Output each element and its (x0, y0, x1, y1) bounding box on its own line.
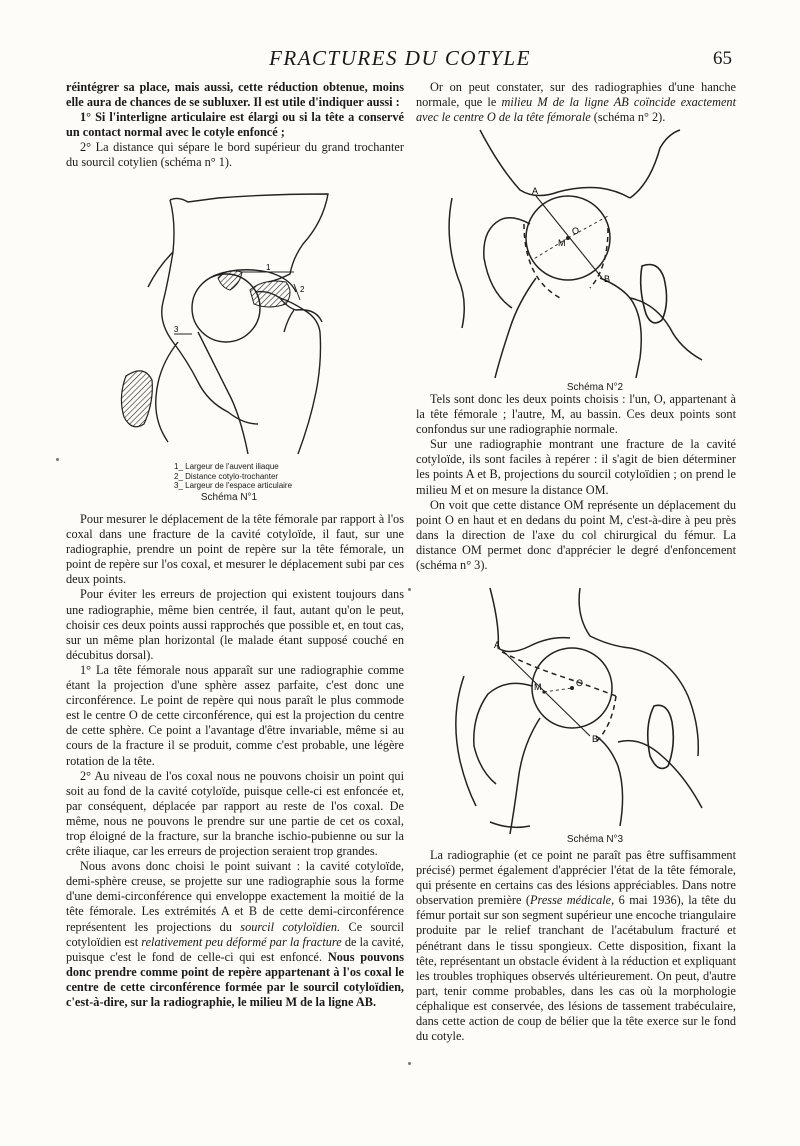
scan-speck (408, 588, 411, 591)
page-number: 65 (713, 48, 732, 69)
legend-item: 1_ Largeur de l'auvent iliaque (174, 462, 279, 471)
label-m: M (558, 238, 566, 248)
label-b: B (592, 734, 599, 744)
running-title: FRACTURES DU COTYLE (269, 46, 531, 70)
paragraph: 1° Si l'interligne articulaire est élargi ou si la tête a conservé un contact normal avec le cotyle enfoncé ; (66, 110, 404, 140)
text-run-italic: relativement peu déformé par la fracture (141, 934, 342, 949)
paragraph: Pour mesurer le déplacement de la tête fémorale par rapport à l'os coxal dans une fracture de la cavité cotyloïde, il faut, sur une radiographie, prendre un point de repère sur la tête fémorale, un point de repère sur l'os coxal, et mesurer le déplacement subi par ces deux points. (66, 512, 404, 587)
paragraph (416, 848, 736, 1044)
text-run: (schéma n° 2). (593, 110, 666, 125)
paragraph: Pour éviter les erreurs de projection qui existent toujours dans une radiographie, même bien centrée, il faut, autant qu'on le peut, choisir ces deux points aussi rapprochés que possible et, en tout cas, sur un même plan horizontal (le malade étant supposé couché en décubitus dorsal). (66, 587, 404, 662)
right-column-middle (416, 392, 736, 573)
text-run-italic: Presse médicale, (530, 893, 615, 908)
obturator-foramen (641, 265, 667, 323)
text-run: La radiographie (et ce point ne paraît pas être suffisamment précisé) permet également d'apprécier l'état de la tête fémorale, qui présente en certains cas des lésions appréciables. Dans notre observation première ( (416, 848, 736, 908)
right-column-bottom (416, 848, 736, 1044)
line-om (544, 688, 572, 692)
schema-1-drawing (118, 192, 358, 462)
label-o: O (572, 226, 580, 236)
line-ab (502, 650, 590, 736)
text-run-italic: sourcil cotyloïdien. (240, 919, 341, 934)
figure-1-caption: Schéma N°1 (200, 492, 258, 503)
paragraph: On voit que cette distance OM représente un déplacement du point O en haut et en dedans du point M, c'est-à-dire à peu près dans la direction de l'axe du col chirurgical du fémur. La distance OM permet donc d'apprécier le degré d'enfoncement (schéma n° 3). (416, 497, 736, 573)
point-m (542, 690, 545, 693)
text-run: Nous avons donc choisi le point suivant : la cavité cotyloïde, demi-sphère creuse, se projette sur une radiographie sous la forme d'une demi-circonférence qui enveloppe exactement la moitié de la tête fémorale. Les extrémités A et B de cette demi-circonférence représentent les projections du (66, 859, 404, 934)
paragraph: Tels sont donc les deux points choisis : l'un, O, appartenant à la tête fémorale ; l'autre, M, au bassin. Ces deux points sont confondus sur une radiographie normale. (416, 392, 736, 437)
paragraph: Sur une radiographie montrant une fracture de la cavité cotyloïde, ils sont faciles à repérer : il s'agit de bien déterminer les points A et B, projections du sourcil cotyloïdien ; on prend le milieu M et on mesure la distance OM. (416, 437, 736, 497)
label-a: A (532, 186, 539, 196)
paragraph (66, 859, 404, 1010)
hatched-trochanter-gap (250, 281, 290, 307)
point-o (566, 236, 570, 240)
text-run: Ce sourcil cotyloïdien est (66, 919, 405, 949)
paragraph (416, 80, 736, 125)
pelvis-outline (148, 194, 328, 454)
point-o (570, 686, 574, 690)
text-run: Or on peut constater, sur des radiographies d'une hanche normale, que le (416, 80, 736, 110)
figure-3-caption: Schéma N°3 (566, 834, 624, 845)
right-column-top (416, 80, 736, 125)
text-run: de la cavité, puisque c'est le fond de celle-ci qui est enfoncé. (66, 934, 404, 964)
hip-outline (456, 588, 702, 834)
label-1: 1 (266, 263, 271, 272)
paragraph: réintégrer sa place, mais aussi, cette réduction obtenue, moins elle aura de chances de se subluxer. Il est utile d'indiquer aussi : (66, 80, 404, 110)
schema-2-drawing (440, 128, 720, 378)
label-o: O (576, 678, 584, 688)
left-column-top (66, 80, 404, 171)
text-run-bold: Nous pouvons donc prendre comme point de repère appartenant à l'os coxal le centre de cette circonférence formée par le sourcil cotyloïdien, c'est-à-dire, sur la radiographie, le milieu M de la ligne AB. (66, 949, 404, 1009)
paragraph: 1° La tête fémorale nous apparaît sur une radiographie comme étant la projection d'une sphère assez parfaite, c'est donc une circonférence. Le point de repère qui nous paraît le plus commode est le centre O de cette circonférence, qui est la projection du centre de cette sphère. Ce point a l'avantage d'être invariable, même si au cours de la fracture il se produit, comme c'est probable, une légère rotation de la tête. (66, 662, 404, 768)
figure-2 (440, 128, 720, 378)
label-m: M (534, 682, 542, 692)
obturator-foramen (648, 705, 674, 768)
legend-item: 2_ Distance cotylo-trochanter (174, 471, 279, 481)
scan-speck (56, 458, 59, 461)
label-2: 2 (300, 285, 305, 294)
schema-3-drawing (440, 586, 720, 836)
label-a: A (494, 640, 501, 650)
text-run: 6 mai 1936), la tête du fémur portait sur son segment supérieur une encoche triangulaire produite par le relief tranchant de l'acétabulum fracturé et pénétrant dans le tissu spongieux. Cette disposition, fixant la tête, représentant un obstacle évident à la réduction et expliquant les troubles trophiques observés ultérieurement. On peut, d'autre part, tenir comme probables, dans les cas où la morphologie céphalique est conservée, des lésions de tassement trabéculaire, dans cette action de coup de bélier que la tête exerce sur le fond du cotyle. (416, 893, 736, 1044)
label-3: 3 (174, 325, 179, 334)
paragraph: 2° La distance qui sépare le bord supérieur du grand trochanter du sourcil cotylien (schéma n° 1). (66, 140, 404, 170)
label-b: B (604, 274, 611, 284)
left-column-main (66, 512, 404, 1010)
figure-1 (118, 192, 358, 462)
figure-1-legend (174, 462, 292, 491)
page-header (0, 46, 800, 74)
legend-item: 3_ Largeur de l'espace articulaire (174, 481, 293, 490)
figure-3 (440, 586, 720, 836)
obturator-hatched (121, 371, 152, 427)
hip-outline (449, 130, 702, 378)
scan-speck (408, 1062, 411, 1065)
figure-2-caption: Schéma N°2 (566, 382, 624, 393)
paragraph: 2° Au niveau de l'os coxal nous ne pouvons choisir un point qui soit au fond de la cavité cotyloïde, puisque celle-ci est enfoncée et, par conséquent, déplacée par rapport au reste de l'os coxal. De même, nous ne pouvons le prendre sur une partie de cet os coxal, trop éloigné de la fracture, sur la branche ischio-pubienne ou sur la crête iliaque, car les erreurs de projection seraient trop grandes. (66, 768, 404, 859)
text-run-italic: milieu M de la ligne AB coïncide exactement avec le centre O de la tête fémorale (416, 95, 736, 125)
